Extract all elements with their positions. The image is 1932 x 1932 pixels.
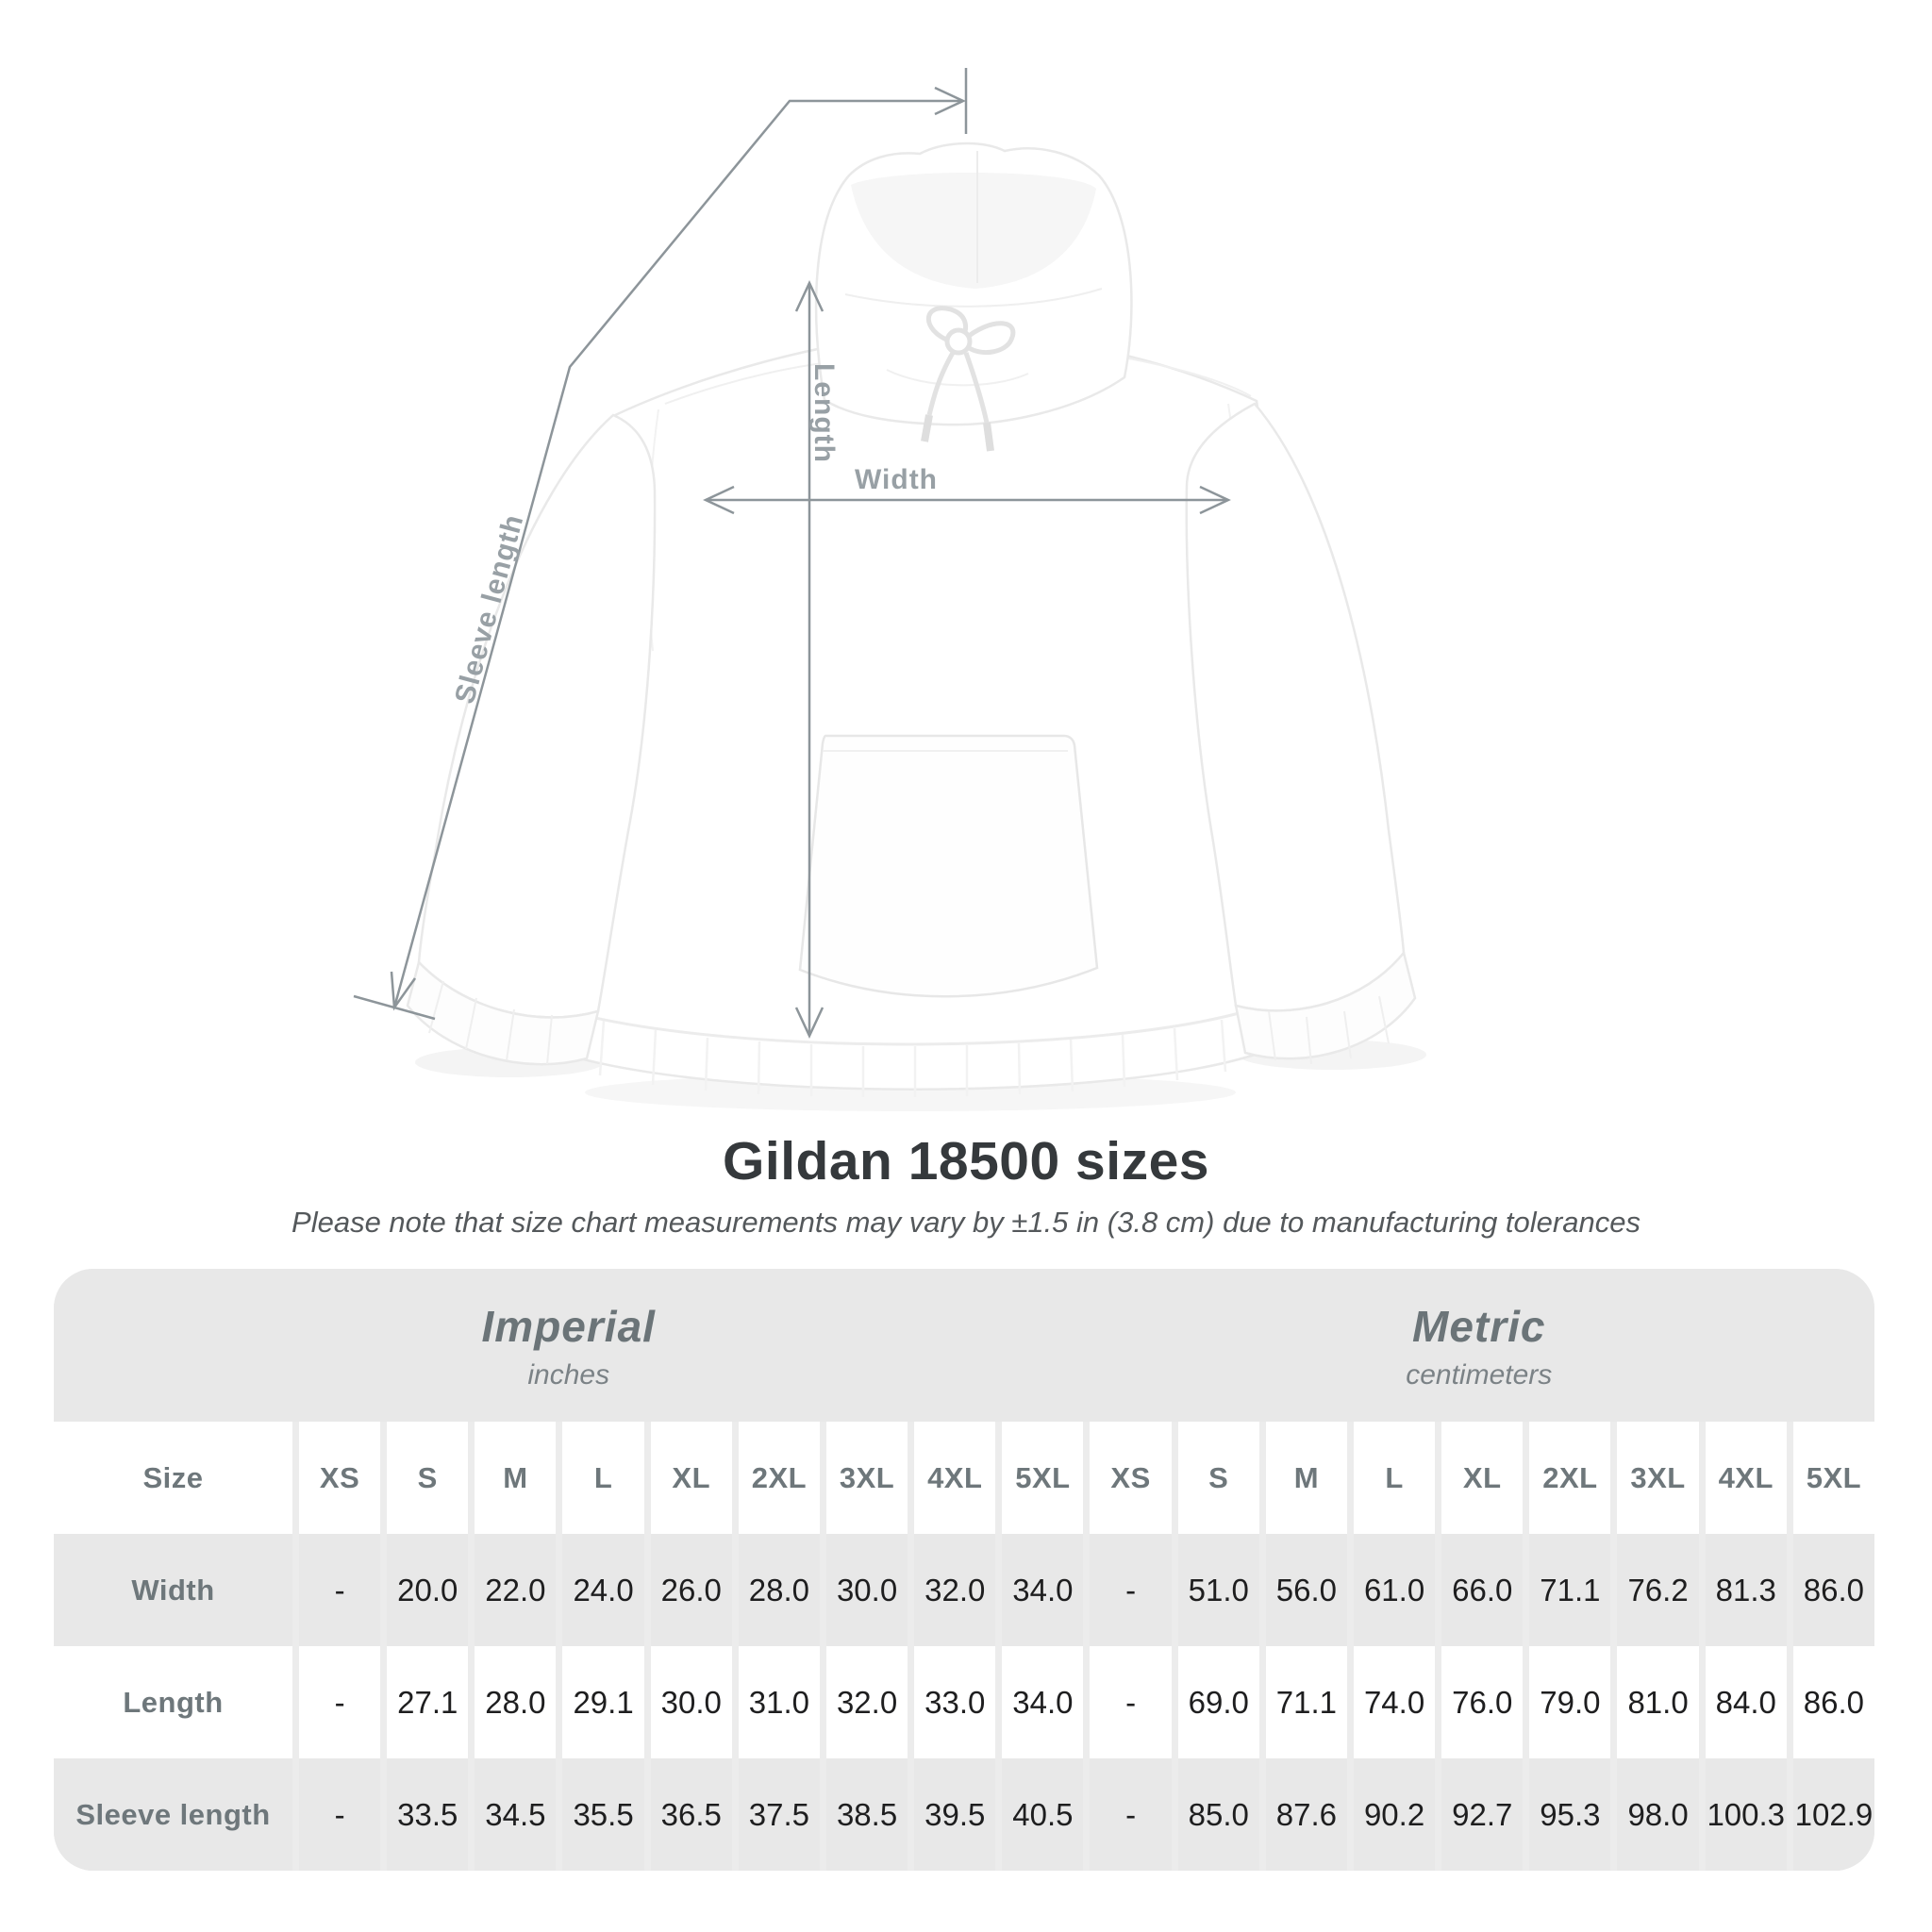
header-cell: 5XL (1793, 1422, 1874, 1534)
header-cell: L (562, 1422, 643, 1534)
value-cell: 26.0 (651, 1534, 732, 1646)
value-cell: - (1090, 1758, 1171, 1871)
header-cell: 2XL (1529, 1422, 1610, 1534)
value-cell: 28.0 (475, 1646, 556, 1758)
value-cell: 33.5 (387, 1758, 468, 1871)
title-block (0, 1130, 1932, 1240)
header-cell: 4XL (914, 1422, 995, 1534)
metric-label: Metric (1412, 1302, 1546, 1351)
value-cell: - (299, 1534, 380, 1646)
value-cell: 34.0 (1002, 1646, 1083, 1758)
value-cell: 27.1 (387, 1646, 468, 1758)
metric-header (1084, 1269, 1875, 1422)
sleeve-length-line (394, 101, 963, 1008)
value-cell: 86.0 (1793, 1646, 1874, 1758)
metric-sublabel: centimeters (1406, 1359, 1553, 1391)
width-label: Width (854, 464, 939, 495)
value-cell: 39.5 (914, 1758, 995, 1871)
length-label: Length (808, 363, 840, 463)
value-cell: 20.0 (387, 1534, 468, 1646)
header-cell: M (475, 1422, 556, 1534)
value-cell: 79.0 (1529, 1646, 1610, 1758)
value-cell: 71.1 (1529, 1534, 1610, 1646)
value-cell: 24.0 (562, 1534, 643, 1646)
value-cell: 95.3 (1529, 1758, 1610, 1871)
header-cell: L (1354, 1422, 1435, 1534)
value-cell: 71.1 (1266, 1646, 1347, 1758)
header-cell: XL (1441, 1422, 1523, 1534)
table-grid (54, 1422, 1874, 1871)
size-column-header: Size (54, 1422, 292, 1534)
value-cell: 85.0 (1178, 1758, 1259, 1871)
header-cell: 3XL (1617, 1422, 1698, 1534)
value-cell: 40.5 (1002, 1758, 1083, 1871)
header-cell: 4XL (1706, 1422, 1787, 1534)
unit-header-band (54, 1269, 1874, 1422)
row-label-cell: Sleeve length (54, 1758, 292, 1871)
value-cell: 56.0 (1266, 1534, 1347, 1646)
value-cell: 28.0 (739, 1534, 820, 1646)
sleeve-length-label: Sleeve length (449, 510, 530, 708)
header-cell: 2XL (739, 1422, 820, 1534)
value-cell: 86.0 (1793, 1534, 1874, 1646)
value-cell: 30.0 (826, 1534, 908, 1646)
value-cell: - (299, 1646, 380, 1758)
value-cell: 69.0 (1178, 1646, 1259, 1758)
value-cell: 32.0 (826, 1646, 908, 1758)
value-cell: 30.0 (651, 1646, 732, 1758)
header-cell: XL (651, 1422, 732, 1534)
imperial-header (54, 1269, 1084, 1422)
value-cell: 22.0 (475, 1534, 556, 1646)
header-cell: S (1178, 1422, 1259, 1534)
value-cell: 61.0 (1354, 1534, 1435, 1646)
value-cell: 32.0 (914, 1534, 995, 1646)
value-cell: 51.0 (1178, 1534, 1259, 1646)
header-cell: 3XL (826, 1422, 908, 1534)
header-cell: M (1266, 1422, 1347, 1534)
value-cell: - (299, 1758, 380, 1871)
value-cell: 76.0 (1441, 1646, 1523, 1758)
value-cell: 34.5 (475, 1758, 556, 1871)
value-cell: 100.3 (1706, 1758, 1787, 1871)
imperial-sublabel: inches (527, 1359, 610, 1391)
row-label-cell: Length (54, 1646, 292, 1758)
size-table (54, 1269, 1874, 1871)
page-title: Gildan 18500 sizes (723, 1131, 1209, 1191)
value-cell: 90.2 (1354, 1758, 1435, 1871)
value-cell: 66.0 (1441, 1534, 1523, 1646)
header-cell: XS (1090, 1422, 1171, 1534)
tolerance-note: Please note that size chart measurements may vary by ±1.5 in (3.8 cm) due to manufacturing tolerances (291, 1206, 1641, 1239)
value-cell: 98.0 (1617, 1758, 1698, 1871)
header-cell: S (387, 1422, 468, 1534)
value-cell: 81.0 (1617, 1646, 1698, 1758)
value-cell: 84.0 (1706, 1646, 1787, 1758)
header-cell: 5XL (1002, 1422, 1083, 1534)
row-label-cell: Width (54, 1534, 292, 1646)
value-cell: 36.5 (651, 1758, 732, 1871)
value-cell: - (1090, 1646, 1171, 1758)
value-cell: 102.9 (1793, 1758, 1874, 1871)
value-cell: 37.5 (739, 1758, 820, 1871)
value-cell: 38.5 (826, 1758, 908, 1871)
value-cell: 34.0 (1002, 1534, 1083, 1646)
value-cell: 31.0 (739, 1646, 820, 1758)
value-cell: 87.6 (1266, 1758, 1347, 1871)
value-cell: 81.3 (1706, 1534, 1787, 1646)
value-cell: 92.7 (1441, 1758, 1523, 1871)
value-cell: 74.0 (1354, 1646, 1435, 1758)
value-cell: 29.1 (562, 1646, 643, 1758)
header-cell: XS (299, 1422, 380, 1534)
value-cell: - (1090, 1534, 1171, 1646)
value-cell: 76.2 (1617, 1534, 1698, 1646)
imperial-label: Imperial (481, 1302, 656, 1351)
value-cell: 35.5 (562, 1758, 643, 1871)
value-cell: 33.0 (914, 1646, 995, 1758)
